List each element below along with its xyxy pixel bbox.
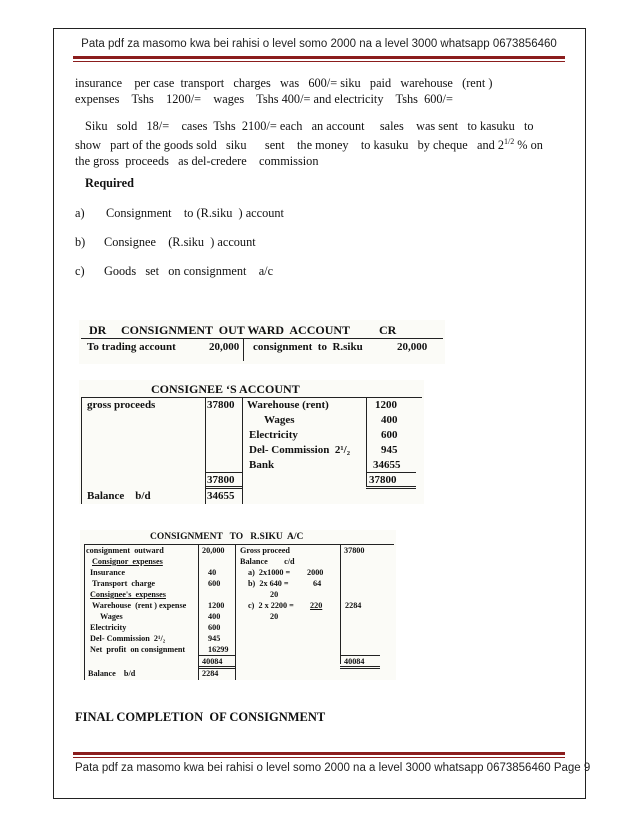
outward-right-label: consignment to R.siku — [253, 341, 363, 353]
siku-balance-label: Balance b/d — [88, 669, 136, 678]
siku-col-divider-1 — [198, 544, 199, 680]
siku-right-label-4: 20 — [270, 590, 279, 599]
siku-right-label-6: 20 — [270, 612, 279, 621]
consignee-header-rule — [81, 397, 422, 398]
intro-paragraph-1 — [75, 75, 555, 107]
siku-left-label-4: Consignee's expenses — [90, 590, 166, 599]
intro-p2-line-2-text: show part of the goods sold siku sent the money to kasuku by cheque and 2 — [75, 138, 504, 153]
consignee-balance-amount: 34655 — [207, 490, 235, 502]
siku-left-amount-5: 1200 — [208, 601, 225, 610]
siku-left-label-7: Electricity — [90, 623, 127, 632]
siku-right-calc-5: 220 — [310, 601, 323, 610]
siku-left-amount-6: 400 — [208, 612, 221, 621]
final-heading: FINAL COMPLETION OF CONSIGNMENT — [75, 710, 326, 724]
footer-rule-thin — [73, 757, 565, 758]
required-heading: Required — [85, 176, 134, 190]
consignee-credit-label-4: Bank — [249, 459, 275, 471]
siku-total-right: 40084 — [344, 657, 365, 666]
consignee-total-double-right — [366, 486, 416, 489]
outward-right-amount: 20,000 — [397, 341, 428, 353]
siku-right-label-2: a) 2x1000 = — [248, 568, 291, 577]
siku-left-label-5: Warehouse (rent ) expense — [92, 601, 187, 610]
outward-header-rule — [81, 338, 443, 339]
footer-rule — [73, 752, 565, 755]
required-b-letter: b) — [75, 235, 86, 249]
consignee-total-rule-right — [366, 472, 416, 473]
consignee-credit-label-2: Electricity — [249, 429, 298, 441]
siku-right-label-3: b) 2x 640 = — [248, 579, 289, 588]
intro-p2-line-1: Siku sold 18/= cases Tshs 2100/= each an account sales was sent to kasuku to — [85, 119, 534, 133]
intro-p2-line-3: the gross proceeds as del-credere commission — [75, 154, 319, 169]
consignee-credit-amount-2: 600 — [381, 429, 398, 441]
siku-total-rule-right — [340, 655, 380, 656]
consignee-left-border — [81, 397, 82, 504]
consignee-account — [79, 380, 424, 504]
consignment-siku-account — [80, 530, 396, 680]
siku-col-divider-3 — [340, 544, 341, 664]
consignment-outward-account — [79, 320, 445, 364]
consignee-debit-amount: 37800 — [207, 399, 235, 411]
siku-right-amount-0: 37800 — [344, 546, 365, 555]
consignee-total-rule-left — [205, 472, 243, 473]
siku-left-label-0: consignment outward — [86, 546, 164, 555]
siku-total-left: 40084 — [202, 657, 223, 666]
consignee-debit-label: gross proceeds — [87, 399, 156, 411]
required-a-text: Consignment to (R.siku ) account — [106, 206, 284, 220]
consignee-credit-label-1: Wages — [264, 414, 295, 426]
siku-left-amount-9: 16299 — [208, 645, 229, 654]
siku-right-amount-5: 2284 — [345, 601, 362, 610]
siku-total-double-right — [340, 666, 380, 669]
header-rule — [73, 56, 565, 59]
siku-left-border — [84, 544, 85, 680]
outward-cr: CR — [379, 323, 397, 337]
outward-left-amount: 20,000 — [209, 341, 240, 353]
siku-right-label-5: c) 2 x 2200 = — [248, 601, 294, 610]
intro-p2-line-2 — [75, 134, 555, 153]
siku-title: CONSIGNMENT TO R.SIKU A/C — [150, 532, 304, 542]
consignee-credit-amount-3: 945 — [381, 444, 398, 456]
required-a-letter: a) — [75, 206, 85, 220]
consignee-total-double-left — [205, 486, 243, 489]
siku-left-amount-8: 945 — [208, 634, 221, 643]
required-c-text: Goods set on consignment a/c — [104, 264, 274, 278]
intro-line-1: insurance per case transport charges was 600/= siku paid warehouse (rent ) — [75, 76, 493, 90]
page-footer: Pata pdf za masomo kwa bei rahisi o level somo 2000 na a level 3000 whatsapp 0673856460 Page 9 — [75, 762, 591, 774]
consignee-credit-amount-4: 34655 — [373, 459, 401, 471]
siku-total-rule-left — [198, 655, 236, 656]
siku-left-label-9: Net profit on consignment — [90, 645, 186, 654]
siku-col-divider-2 — [235, 544, 236, 680]
outward-divider — [243, 339, 244, 361]
siku-balance-amount: 2284 — [202, 669, 219, 678]
intro-paragraph-2 — [75, 118, 555, 169]
consignee-balance-label: Balance b/d — [87, 490, 151, 502]
siku-left-label-6: Wages — [100, 612, 123, 621]
siku-left-label-8: Del- Commission 2¹/₂ — [90, 634, 166, 643]
outward-left-label: To trading account — [87, 341, 176, 353]
siku-left-label-3: Transport charge — [92, 579, 156, 588]
siku-left-amount-7: 600 — [208, 623, 221, 632]
consignee-credit-label-3: Del- Commission 2¹/₂ — [249, 444, 351, 456]
consignee-credit-label-0: Warehouse (rent) — [247, 399, 329, 411]
siku-header-rule — [84, 544, 394, 545]
outward-title: CONSIGNMENT OUT WARD ACCOUNT — [121, 323, 351, 337]
consignee-title: CONSIGNEE ‘S ACCOUNT — [151, 382, 300, 396]
siku-left-amount-3: 600 — [208, 579, 221, 588]
consignee-total-left: 37800 — [207, 474, 235, 486]
consignee-col-divider-3 — [366, 397, 367, 487]
header-rule-thin — [73, 61, 565, 62]
intro-p2-line-2-tail: % on — [514, 138, 543, 153]
intro-line-2: expenses Tshs 1200/= wages Tshs 400/= and electricity Tshs 600/= — [75, 92, 453, 106]
required-c-letter: c) — [75, 264, 85, 278]
siku-right-label-0: Gross proceed — [240, 546, 290, 555]
consignee-credit-amount-0: 1200 — [375, 399, 397, 411]
siku-left-label-1: Consignor expenses — [92, 557, 163, 566]
siku-right-calc-2: 2000 — [307, 568, 324, 577]
page-header: Pata pdf za masomo kwa bei rahisi o level somo 2000 na a level 3000 whatsapp 0673856460 — [81, 38, 557, 50]
intro-p2-fraction: 1/2 — [503, 137, 515, 146]
outward-dr: DR — [89, 323, 107, 337]
siku-left-amount-2: 40 — [208, 568, 217, 577]
siku-right-calc-3: 64 — [313, 579, 322, 588]
consignee-total-right: 37800 — [369, 474, 397, 486]
siku-right-label-1: Balance c/d — [240, 557, 295, 566]
consignee-credit-amount-1: 400 — [381, 414, 398, 426]
siku-left-label-2: Insurance — [90, 568, 126, 577]
required-b-text: Consignee (R.siku ) account — [104, 235, 256, 249]
siku-left-amount-0: 20,000 — [202, 546, 225, 555]
